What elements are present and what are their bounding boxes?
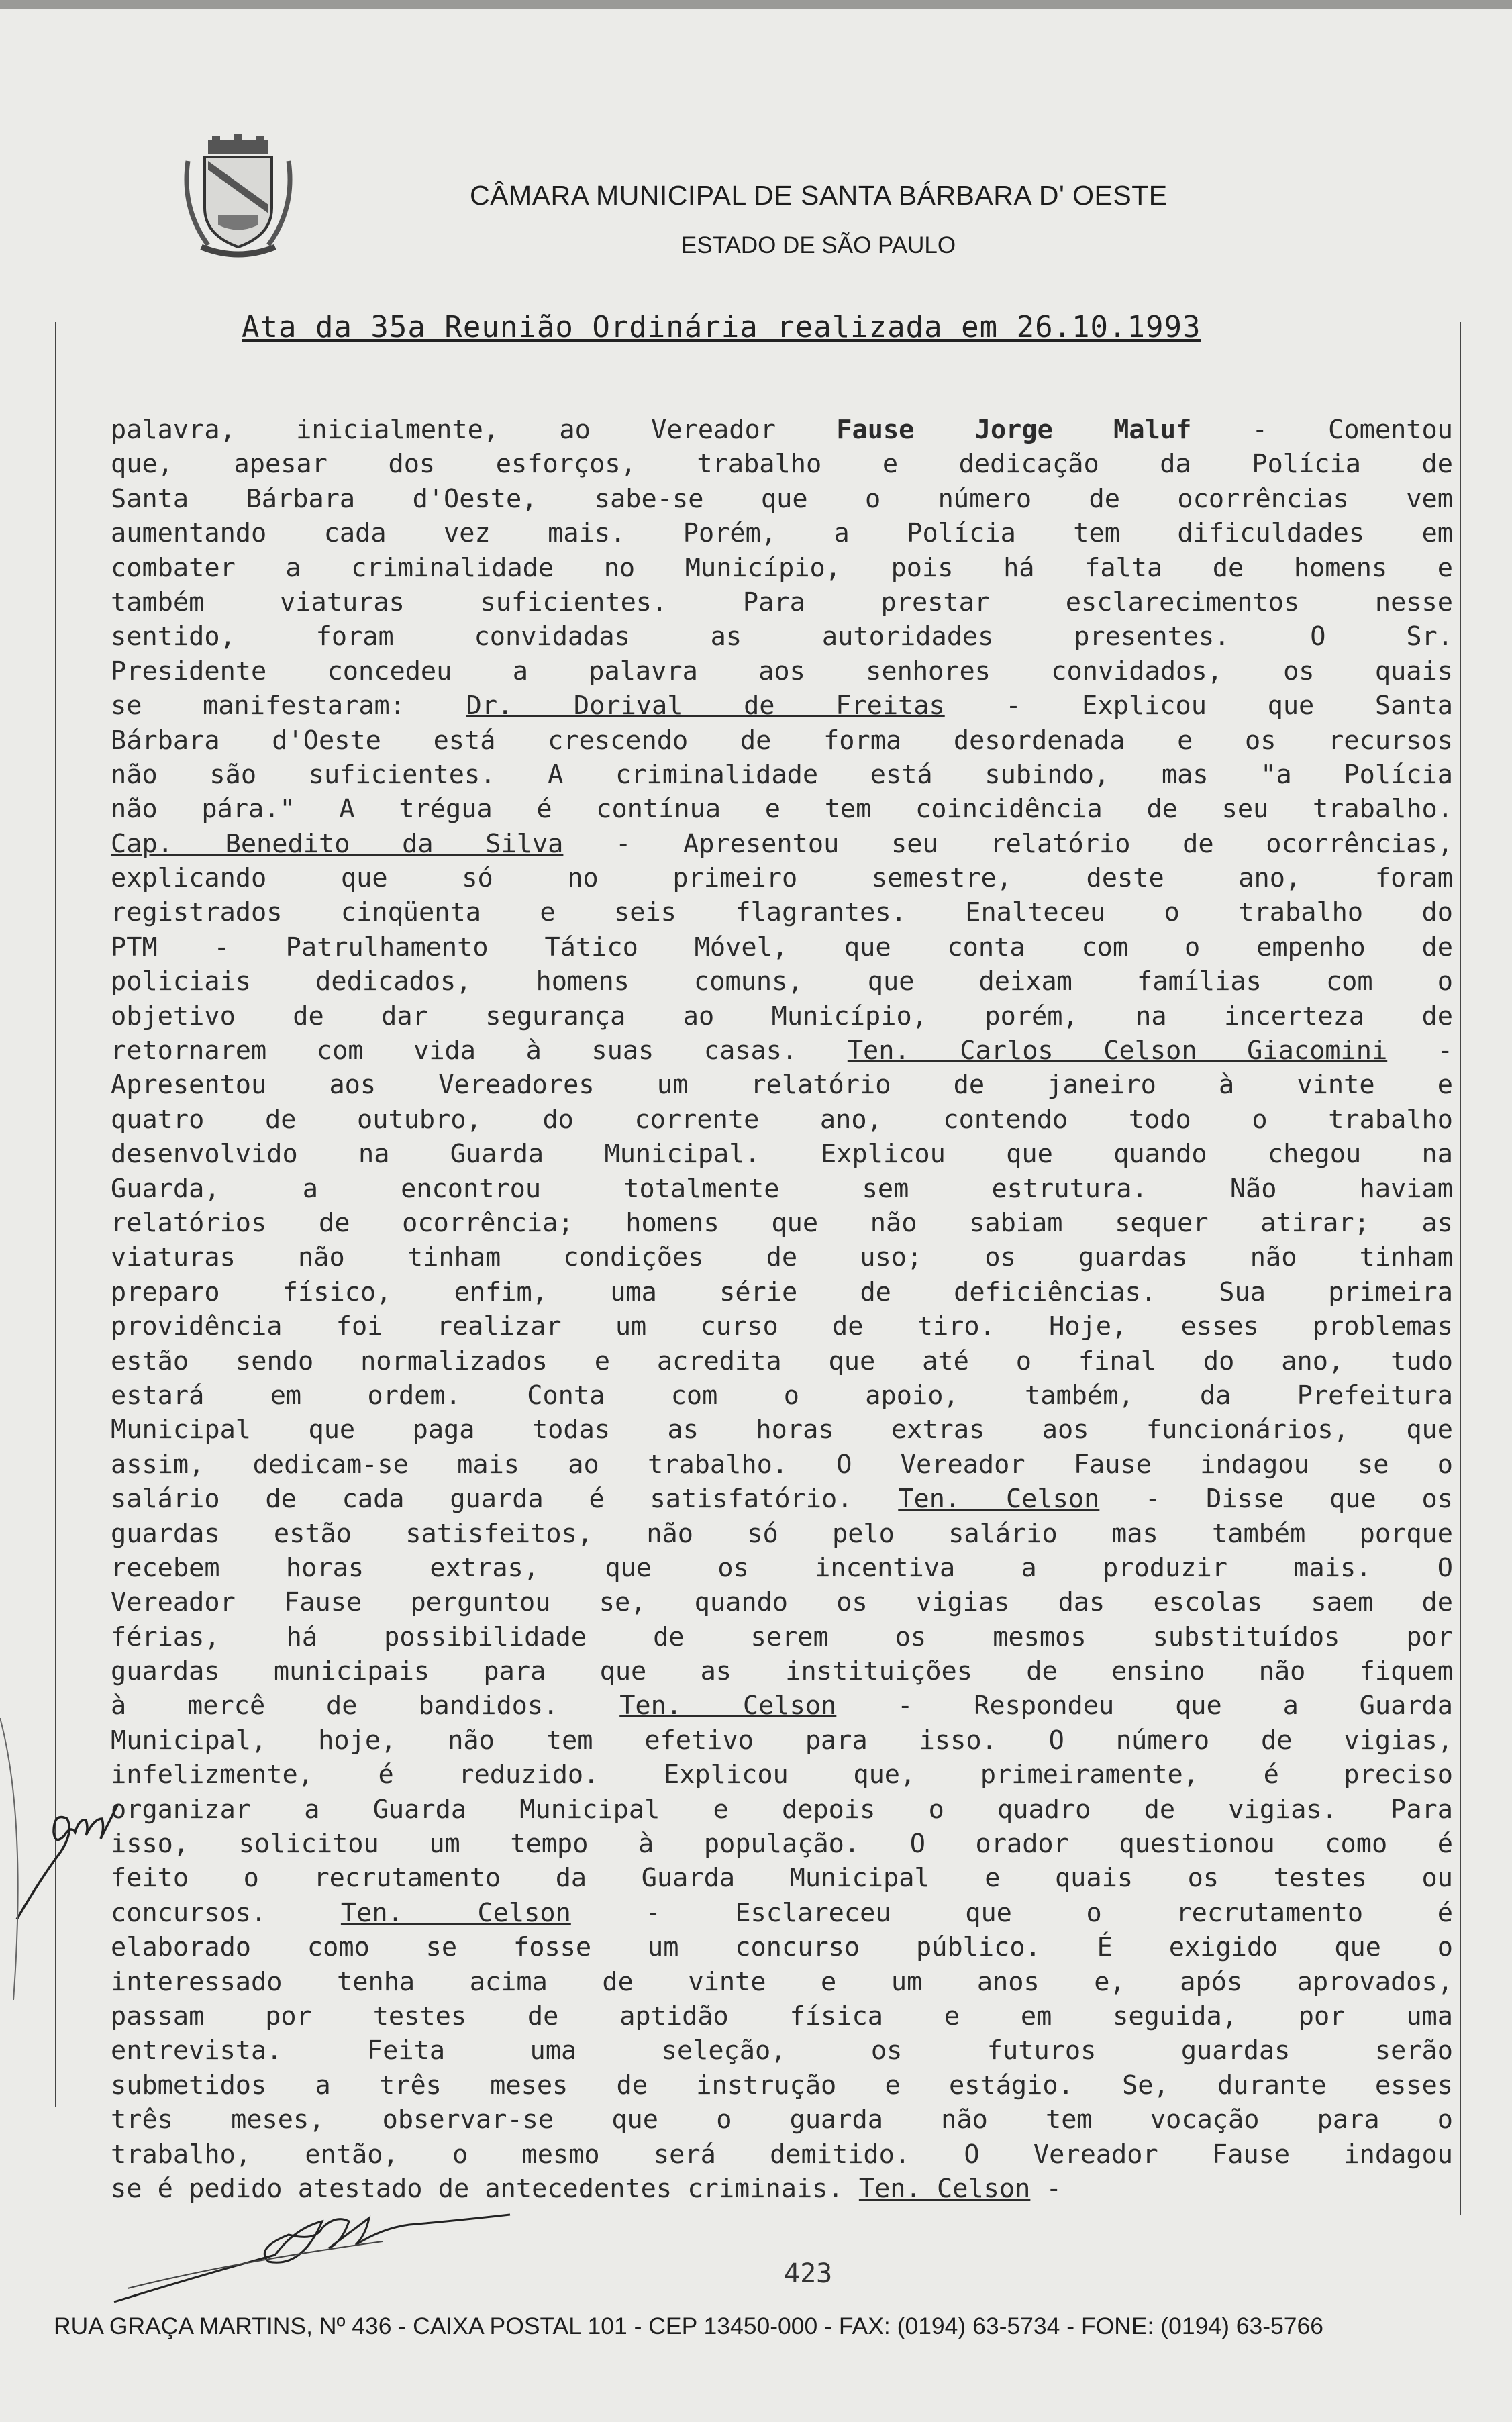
text-segment: passam por testes de aptidão física e em seguida, por uma [111, 2001, 1453, 2031]
institution-name: CÂMARA MUNICIPAL DE SANTA BÁRBARA D' OESTE [470, 180, 1168, 211]
text-line [111, 930, 1453, 964]
text-segment: aumentando cada vez mais. Porém, a Polícia tem dificuldades em [111, 518, 1453, 549]
text-line [111, 1827, 1453, 1861]
text-segment: - [1030, 2173, 1062, 2204]
margin-signature-drawing [0, 1718, 134, 2000]
text-line [111, 723, 1453, 758]
text-segment: - Esclareceu que o recrutamento é [570, 1897, 1453, 1928]
text-segment: Bárbara d'Oeste está crescendo de forma desordenada e os recursos [111, 725, 1453, 756]
minutes-body [111, 413, 1453, 2206]
text-segment: Municipal que paga todas as horas extras aos funcionários, que [111, 1415, 1453, 1446]
text-segment: registrados cinqüenta e seis flagrantes. Enalteceu o trabalho do [111, 897, 1453, 928]
text-line [111, 1240, 1453, 1274]
text-line [111, 1344, 1453, 1378]
text-segment: - Apresentou seu relatório de ocorrências, [563, 828, 1453, 859]
text-line [111, 1654, 1453, 1688]
page-number: 423 [784, 2258, 833, 2289]
speaker-name: Ten. Carlos Celson Giacomini [847, 1036, 1388, 1066]
text-line [111, 758, 1453, 792]
text-segment: concursos. [111, 1897, 341, 1928]
speaker-name: Dr. Dorival de Freitas [466, 691, 945, 721]
text-segment: desenvolvido na Guarda Municipal. Explicou que quando chegou na [111, 1139, 1453, 1170]
text-line [111, 1723, 1453, 1758]
text-segment: providência foi realizar um curso de tiro. Hoje, esses problemas [111, 1311, 1453, 1342]
text-line [111, 1172, 1453, 1206]
text-line [111, 447, 1453, 481]
text-line [111, 1413, 1453, 1447]
text-line [111, 516, 1453, 550]
text-line [111, 1309, 1453, 1344]
text-line [111, 1275, 1453, 1309]
text-line [111, 1688, 1453, 1723]
text-line [111, 619, 1453, 654]
text-segment: Municipal, hoje, não tem efetivo para isso. O número de vigias, [111, 1725, 1453, 1756]
text-segment: isso, solicitou um tempo à população. O orador questionou como é [111, 1829, 1453, 1860]
text-line [111, 2137, 1453, 2172]
text-segment: que, apesar dos esforços, trabalho e dedicação da Polícia de [111, 449, 1453, 480]
text-line [111, 895, 1453, 929]
speaker-name: Ten. Celson [858, 2173, 1031, 2204]
text-segment: infelizmente, é reduzido. Explicou que, primeiramente, é preciso [111, 1760, 1453, 1790]
footer-address: RUA GRAÇA MARTINS, Nº 436 - CAIXA POSTAL 101 - CEP 13450-000 - FAX: (0194) 63-5734 - FONE: (0194) 63-5766 [54, 2313, 1324, 2339]
text-line [111, 1930, 1453, 1964]
text-segment: feito o recrutamento da Guarda Municipal e quais os testes ou [111, 1863, 1453, 1894]
text-line [111, 551, 1453, 585]
text-line [111, 1103, 1453, 1137]
text-line [111, 792, 1453, 826]
text-line [111, 1965, 1453, 1999]
text-segment: organizar a Guarda Municipal e depois o quadro de vigias. Para [111, 1794, 1453, 1825]
text-segment: elaborado como se fosse um concurso público. É exigido que o [111, 1932, 1453, 1963]
text-segment: viaturas não tinham condições de uso; os guardas não tinham [111, 1242, 1453, 1273]
speaker-name-bold: Fause Jorge Maluf [836, 415, 1192, 445]
text-segment: guardas municipais para que as instituições de ensino não fiquem [111, 1656, 1453, 1687]
state-name: ESTADO DE SÃO PAULO [681, 232, 956, 258]
speaker-name: Ten. Celson [619, 1691, 837, 1721]
text-line [111, 1137, 1453, 1171]
text-line [111, 1068, 1453, 1102]
text-segment: policiais dedicados, homens comuns, que deixam famílias com o [111, 966, 1453, 997]
text-line [111, 1517, 1453, 1551]
text-line [111, 1585, 1453, 1619]
text-segment: três meses, observar-se que o guarda não tem vocação para o [111, 2105, 1453, 2135]
text-line [111, 1033, 1453, 1068]
text-segment: Apresentou aos Vereadores um relatório de janeiro à vinte e [111, 1070, 1453, 1101]
text-line [111, 1896, 1453, 1930]
text-line [111, 1999, 1453, 2033]
text-line [111, 413, 1453, 447]
text-segment: não pára." A trégua é contínua e tem coincidência de seu trabalho. [111, 794, 1453, 825]
text-segment: guardas estão satisfeitos, não só pelo salário mas também porque [111, 1518, 1453, 1549]
text-line [111, 482, 1453, 516]
text-segment: PTM - Patrulhamento Tático Móvel, que conta com o empenho de [111, 931, 1453, 962]
speaker-name: Cap. Benedito da Silva [111, 828, 564, 859]
speaker-name: Ten. Celson [340, 1897, 571, 1928]
text-line [111, 1861, 1453, 1895]
text-segment: à mercê de bandidos. [111, 1691, 620, 1721]
speaker-name: Ten. Celson [898, 1484, 1100, 1515]
text-segment: entrevista. Feita uma seleção, os futuros guardas serão [111, 2035, 1453, 2066]
text-segment: Guarda, a encontrou totalmente sem estrutura. Não haviam [111, 1173, 1453, 1204]
text-segment: quatro de outubro, do corrente ano, contendo todo o trabalho [111, 1104, 1453, 1135]
text-line [111, 1758, 1453, 1792]
text-segment: Presidente concedeu a palavra aos senhores convidados, os quais [111, 656, 1453, 687]
text-line [111, 964, 1453, 999]
text-line [111, 585, 1453, 619]
bottom-signature-drawing [101, 2188, 517, 2322]
text-segment: férias, há possibilidade de serem os mesmos substituídos por [111, 1621, 1453, 1652]
text-segment: sentido, foram convidadas as autoridades presentes. O Sr. [111, 621, 1453, 652]
text-segment: submetidos a três meses de instrução e estágio. Se, durante esses [111, 2070, 1453, 2101]
text-line [111, 1206, 1453, 1240]
text-segment: - Respondeu que a Guarda [836, 1691, 1453, 1721]
text-line [111, 2033, 1453, 2068]
text-segment: - Comentou [1191, 415, 1453, 445]
text-segment: recebem horas extras, que os incentiva a produzir mais. O [111, 1552, 1453, 1583]
text-line [111, 861, 1453, 895]
top-border [0, 0, 1512, 9]
text-line [111, 1551, 1453, 1585]
text-segment: também viaturas suficientes. Para prestar esclarecimentos nesse [111, 587, 1453, 617]
text-line [111, 1378, 1453, 1413]
text-segment: assim, dedicam-se mais ao trabalho. O Vereador Fause indagou se o [111, 1449, 1453, 1480]
text-segment: combater a criminalidade no Município, pois há falta de homens e [111, 552, 1453, 583]
text-line [111, 654, 1453, 689]
municipal-coat-of-arms-icon [181, 134, 295, 262]
text-segment: interessado tenha acima de vinte e um anos e, após aprovados, [111, 1966, 1453, 1997]
text-line [111, 1482, 1453, 1516]
right-margin-line [1460, 322, 1461, 2215]
text-line [111, 827, 1453, 861]
text-line [111, 1620, 1453, 1654]
text-segment: não são suficientes. A criminalidade está subindo, mas "a Polícia [111, 759, 1453, 790]
text-segment: estão sendo normalizados e acredita que até o final do ano, tudo [111, 1346, 1453, 1376]
text-segment: - [1387, 1036, 1454, 1066]
text-segment: explicando que só no primeiro semestre, deste ano, foram [111, 863, 1453, 894]
text-segment: retornarem com vida à suas casas. [111, 1036, 848, 1066]
text-line [111, 999, 1453, 1033]
text-line [111, 2068, 1453, 2103]
text-line [111, 1793, 1453, 1827]
text-line [111, 689, 1453, 723]
text-segment: Vereador Fause perguntou se, quando os vigias das escolas saem de [111, 1587, 1453, 1618]
text-segment: relatórios de ocorrência; homens que não sabiam sequer atirar; as [111, 1207, 1453, 1238]
text-segment: se manifestaram: [111, 691, 466, 721]
text-segment: preparo físico, enfim, uma série de deficiências. Sua primeira [111, 1276, 1453, 1307]
text-segment: salário de cada guarda é satisfatório. [111, 1484, 899, 1515]
text-segment: - Disse que os [1099, 1484, 1453, 1515]
text-segment: palavra, inicialmente, ao Vereador [111, 415, 837, 445]
text-line [111, 2103, 1453, 2137]
text-segment: se é pedido atestado de antecedentes criminais. [111, 2173, 859, 2204]
text-line [111, 1448, 1453, 1482]
text-segment: estará em ordem. Conta com o apoio, também, da Prefeitura [111, 1380, 1453, 1411]
text-segment: Santa Bárbara d'Oeste, sabe-se que o número de ocorrências vem [111, 483, 1453, 514]
text-segment: - Explicou que Santa [944, 691, 1454, 721]
minutes-title: Ata da 35a Reunião Ordinária realizada em 26.10.1993 [242, 310, 1201, 344]
text-segment: objetivo de dar segurança ao Município, porém, na incerteza de [111, 1001, 1453, 1031]
text-segment: trabalho, então, o mesmo será demitido. O Vereador Fause indagou [111, 2139, 1453, 2170]
